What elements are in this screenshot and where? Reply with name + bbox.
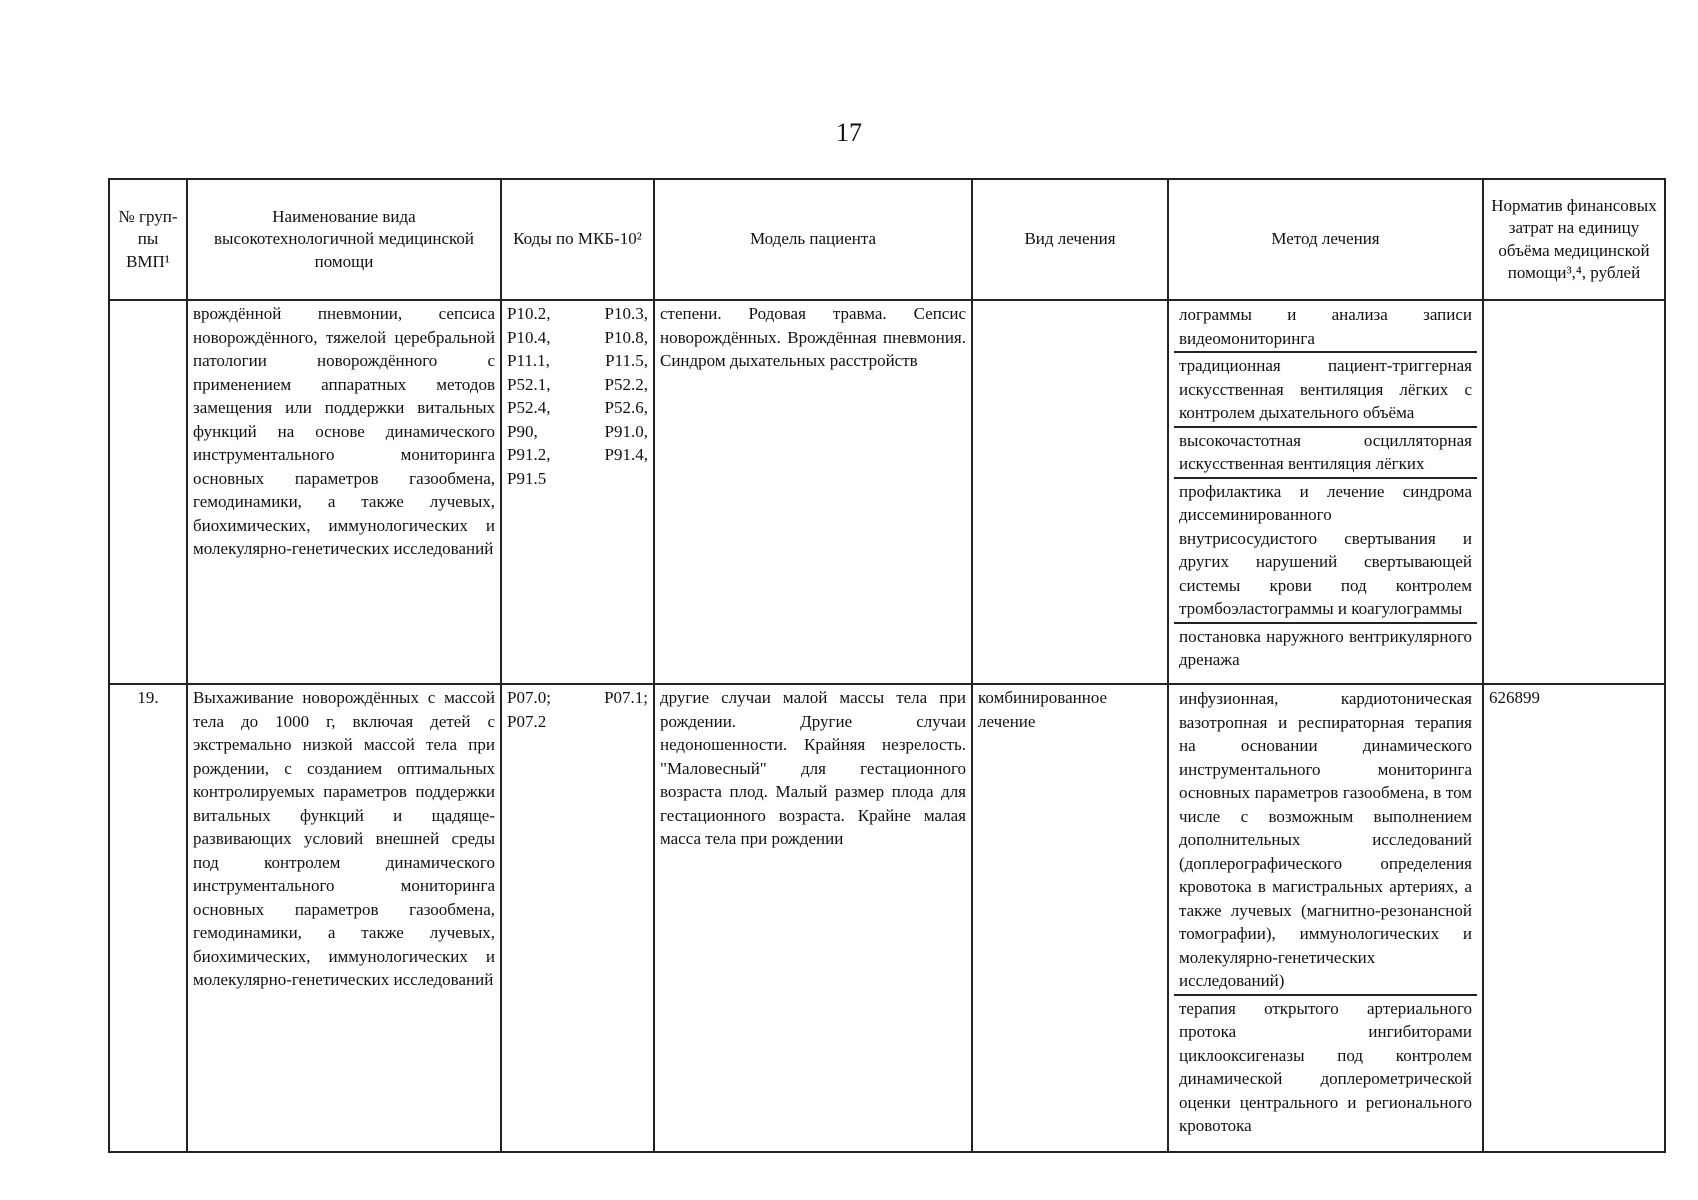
icd-code: P91.5 (507, 468, 547, 488)
treatment-method: традиционная пациент-триггерная искусственная вентиляция лёгких с контролем дыхательного объёма (1174, 353, 1477, 428)
treatment-method: постановка наружного вентрикулярного дренажа (1179, 626, 1472, 669)
treatment-method: инфузионная, кардиотоническая вазотропная и респираторная терапия на основании динамического инструментального мониторинга основных параметров газообмена, в том числе с возможным выполнением дополнительных исследований (доплерографического определения кровотока в магистральных артериях, а также лучевых (магнитно-резонансной томографии), иммунологических и молекулярно-генетических исследований) (1174, 686, 1477, 996)
icd-code: P07.0; (507, 688, 551, 707)
icd-code (578, 710, 649, 734)
icd-code: P91.0, (604, 421, 648, 441)
group-number (109, 300, 187, 684)
treatment-method: лограммы и анализа записи видеомониторинга (1174, 302, 1477, 353)
patient-model: степени. Родовая травма. Сепсис новорождённых. Врождённая пневмония. Синдром дыхательных расстройств (654, 300, 972, 684)
icd-code: P10.4, (507, 327, 551, 347)
header-name: Наименование вида высокотехнологичной медицинской помощи (187, 179, 501, 300)
header-model: Модель пациента (654, 179, 972, 300)
treatment-type: комбинированное лечение (972, 684, 1168, 1152)
vmp-table (108, 178, 1666, 1153)
icd-codes (501, 684, 654, 1152)
icd-code: P10.8, (604, 327, 648, 347)
care-type-name: врождённой пневмонии, сепсиса новорождённого, тяжелой церебральной патологии новорождённого с применением аппаратных методов замещения или поддержки витальных функций на основе динамического инструментального мониторинга основных параметров газообмена, гемодинамики, а также лучевых, биохимических, иммунологических и молекулярно-генетических исследований (187, 300, 501, 684)
icd-code: P52.4, (507, 398, 551, 417)
icd-code: P91.2, (507, 445, 551, 464)
icd-code: P90, (507, 421, 538, 441)
icd-code: P52.1, (507, 374, 551, 394)
header-row (109, 179, 1665, 300)
icd-code: P10.3, (604, 304, 648, 323)
icd-codes (501, 300, 654, 684)
icd-code: P11.1, (507, 351, 550, 370)
header-group: № груп-пы ВМП¹ (109, 179, 187, 300)
header-codes: Коды по МКБ-10² (501, 179, 654, 300)
treatment-methods (1168, 300, 1483, 684)
treatment-method: терапия открытого артериального протока ингибиторами циклооксигеназы под контролем динамической доплерометрической оценки центрального и регионального кровотока (1179, 998, 1472, 1135)
icd-code (578, 467, 649, 491)
cost-norm: 626899 (1483, 684, 1665, 1152)
icd-code: P11.5, (605, 351, 648, 370)
header-norm: Норматив финансовых затрат на единицу объёма медицинской помощи³,⁴, рублей (1483, 179, 1665, 300)
patient-model: другие случаи малой массы тела при рождении. Другие случаи недоношенности. Крайняя незрелость. "Маловесный" для гестационного возраста плод. Малый размер плода для гестационного возраста. Крайне малая масса тела при рождении (654, 684, 972, 1152)
group-number: 19. (109, 684, 187, 1152)
icd-code: P07.1; (604, 688, 648, 707)
treatment-type (972, 300, 1168, 684)
care-type-name: Выхаживание новорождённых с массой тела до 1000 г, включая детей с экстремально низкой массой тела при рождении, с созданием оптимальных контролируемых параметров поддержки витальных функций и щадяще-развивающих условий внешней среды под контролем динамического инструментального мониторинга основных параметров газообмена, гемодинамики, а также лучевых, биохимических, иммунологических и молекулярно-генетических исследований (187, 684, 501, 1152)
table-row (109, 684, 1665, 1152)
icd-code: P52.6, (604, 398, 648, 417)
treatment-methods (1168, 684, 1483, 1152)
treatment-method: высокочастотная осцилляторная искусственная вентиляция лёгких (1174, 428, 1477, 479)
icd-code: P07.2 (507, 711, 547, 731)
treatment-method: профилактика и лечение синдрома диссеминированного внутрисосудистого свертывания и других нарушений свертывающей системы крови под контролем тромбоэластограммы и коагулограммы (1174, 479, 1477, 624)
header-method: Метод лечения (1168, 179, 1483, 300)
table-row (109, 300, 1665, 684)
icd-code: P52.2, (604, 374, 648, 394)
header-treatment: Вид лечения (972, 179, 1168, 300)
page-number: 17 (836, 118, 862, 147)
cost-norm (1483, 300, 1665, 684)
icd-code: P91.4, (604, 445, 648, 464)
icd-code: P10.2, (507, 304, 551, 323)
